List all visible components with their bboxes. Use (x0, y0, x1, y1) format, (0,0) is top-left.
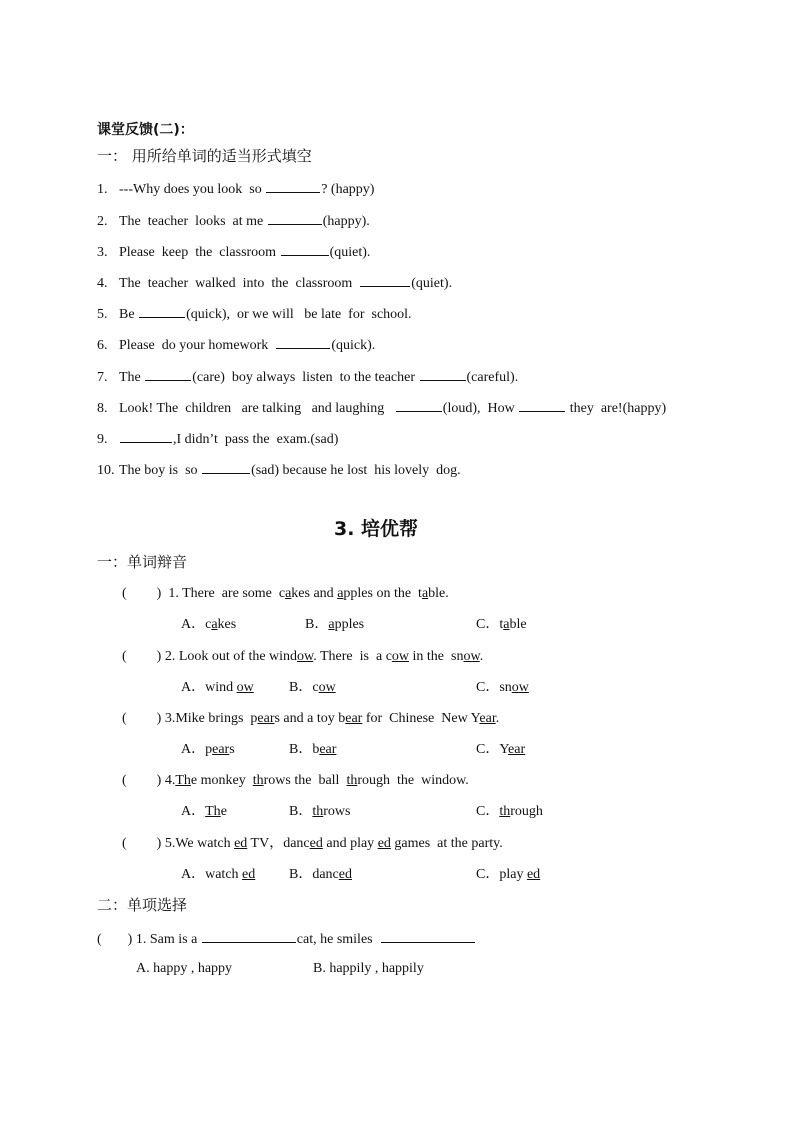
fill-in-item (97, 304, 412, 324)
question-text: kes and (291, 586, 338, 601)
option-text: B．c (289, 680, 319, 695)
underlined-letters: th (499, 804, 511, 819)
underlined-letters: ow (297, 649, 314, 664)
option-b[interactable] (289, 803, 350, 821)
underlined-letters: ow (511, 680, 529, 695)
option-text: C．play (476, 867, 527, 882)
underlined-letters: th (312, 804, 324, 819)
item-number: 4. (97, 276, 108, 291)
question-text: . (495, 711, 500, 726)
item-number: 5. (97, 307, 108, 322)
answer-blank[interactable] (120, 429, 172, 443)
question-text: e monkey (190, 773, 253, 788)
item-text: The teacher walked into the classroom (119, 276, 360, 291)
answer-paren-open: ( (122, 773, 127, 788)
item-number: 10. (97, 463, 115, 478)
item-text: Look! The children are talking and laughing (119, 401, 395, 416)
option-c[interactable] (476, 803, 543, 821)
option-c[interactable] (476, 679, 529, 697)
question-text: TV，danc (247, 836, 310, 851)
option-text: B．danc (289, 867, 339, 882)
item-text: (quick). (331, 338, 376, 353)
answer-paren-open: ( (122, 586, 127, 601)
option-text: B． (305, 617, 329, 632)
item-text: The teacher looks at me (119, 214, 267, 229)
item-number: 7. (97, 370, 108, 385)
answer-paren-open: ( (122, 836, 127, 851)
option-c[interactable] (476, 741, 525, 759)
option-text: B． (289, 804, 313, 819)
option-c[interactable] (476, 616, 527, 634)
underlined-letters: th (252, 773, 264, 788)
question-text: . (479, 649, 484, 664)
option-text: rows (323, 804, 351, 819)
option-text: ble (509, 617, 527, 632)
fill-in-item (97, 367, 518, 387)
item-text: (happy). (322, 214, 370, 229)
mc-option-b[interactable]: B. happily , happily (313, 961, 424, 976)
question-text: . There is a c (313, 649, 392, 664)
feedback-title: 课堂反馈(二)： (97, 122, 194, 138)
answer-blank[interactable] (519, 398, 565, 412)
item-text: (quiet). (411, 276, 453, 291)
item-text: Please keep the classroom (119, 245, 280, 260)
underlined-letters: ear (479, 711, 496, 726)
underlined-letters: ow (391, 649, 410, 664)
item-text: ? (happy) (321, 182, 375, 197)
question-text: rough the window. (357, 773, 469, 788)
underlined-letters: ear (257, 711, 275, 726)
fill-in-item (97, 398, 666, 418)
item-text: (quick), or we will be late for school. (186, 307, 412, 322)
question-text: ) 1. There are some c (156, 586, 286, 601)
fill-in-item (97, 429, 338, 449)
option-a[interactable] (181, 679, 254, 697)
fill-in-item (97, 179, 374, 199)
underlined-letters: ear (319, 742, 337, 757)
underlined-letters: a (337, 586, 344, 601)
option-text: C．t (476, 617, 504, 632)
item-text: Be (119, 307, 139, 322)
mc-stem-pre: 1. Sam is a (135, 932, 201, 947)
answer-paren-open: ( (122, 649, 127, 664)
underlined-letters: a (503, 617, 510, 632)
option-b[interactable] (305, 616, 364, 634)
question-text: ) 5.We watch (156, 836, 235, 851)
option-a[interactable] (181, 741, 235, 759)
item-number: 3. (97, 245, 108, 260)
mc-stem-mid: cat, he smiles (296, 932, 377, 947)
item-text: Please do your homework (119, 338, 276, 353)
underlined-letters: ear (508, 742, 526, 757)
option-text: C．sn (476, 680, 512, 695)
underlined-letters: ear (345, 711, 363, 726)
fill-in-item (97, 335, 375, 355)
phonics-question (122, 772, 469, 790)
option-text: A．watch (181, 867, 243, 882)
underlined-letters: a (211, 617, 218, 632)
fill-in-item (97, 211, 370, 231)
option-a[interactable] (181, 866, 255, 884)
phonics-question (122, 648, 483, 666)
option-text: A．wind (181, 680, 237, 695)
answer-blank[interactable] (281, 242, 329, 256)
underlined-letters: a (421, 586, 429, 601)
option-text: A．c (181, 617, 212, 632)
fill-in-item (97, 242, 370, 262)
item-text: (care) boy always listen to the teacher (192, 370, 419, 385)
option-c[interactable] (476, 866, 540, 884)
answer-blank[interactable] (202, 929, 296, 943)
mc-part-title: 二：单项选择 (97, 896, 188, 914)
question-text: and play (322, 836, 378, 851)
underlined-letters: ed (242, 867, 256, 882)
answer-paren-open: ( (122, 711, 127, 726)
question-text: ) 2. Look out of the wind (156, 649, 298, 664)
option-text: A．p (181, 742, 213, 757)
answer-blank[interactable] (139, 304, 185, 318)
feedback-part1-title: 一： 用所给单词的适当形式填空 (97, 147, 312, 165)
answer-blank[interactable] (360, 273, 410, 287)
option-b[interactable] (289, 866, 352, 884)
item-number: 6. (97, 338, 108, 353)
option-text: A． (181, 804, 206, 819)
answer-blank[interactable] (396, 398, 442, 412)
mc-option-a[interactable]: A. happy , happy (136, 961, 233, 976)
item-number: 1. (97, 182, 108, 197)
section-title: 3. 培优帮 (334, 518, 419, 540)
item-text: The boy is so (119, 463, 202, 478)
question-text: pples on the t (343, 586, 422, 601)
option-text: C．Y (476, 742, 509, 757)
underlined-letters: ed (309, 836, 323, 851)
question-text: ) 3.Mike brings p (156, 711, 258, 726)
option-a[interactable] (181, 803, 227, 821)
question-text: ble. (428, 586, 449, 601)
phonics-question (122, 835, 503, 853)
option-text: kes (217, 617, 237, 632)
underlined-letters: ear (212, 742, 230, 757)
item-text: (careful). (466, 370, 519, 385)
underlined-letters: Th (175, 773, 191, 788)
mc-question-1 (97, 929, 476, 949)
question-text: games at the party. (390, 836, 503, 851)
question-text: for Chinese New Y (362, 711, 480, 726)
fill-in-item (97, 460, 461, 480)
underlined-letters: ow (236, 680, 254, 695)
underlined-letters: Th (205, 804, 221, 819)
phonics-question (122, 710, 499, 728)
option-text: pples (334, 617, 365, 632)
item-text: The (119, 370, 145, 385)
underlined-letters: ow (463, 649, 480, 664)
underlined-letters: ed (234, 836, 248, 851)
item-text: (sad) because he lost his lovely dog. (251, 463, 461, 478)
question-text: rows the ball (263, 773, 347, 788)
item-number: 2. (97, 214, 108, 229)
item-text: they are!(happy) (566, 401, 667, 416)
answer-blank[interactable] (276, 335, 330, 349)
option-text: s (229, 742, 235, 757)
item-text: (quiet). (329, 245, 371, 260)
answer-blank[interactable] (268, 211, 322, 225)
item-number: 8. (97, 401, 108, 416)
answer-paren-close: ) (127, 932, 133, 947)
option-text: B．b (289, 742, 320, 757)
underlined-letters: a (285, 586, 292, 601)
answer-paren-open: ( (97, 932, 102, 947)
answer-blank[interactable] (381, 929, 475, 943)
option-a[interactable] (181, 616, 236, 634)
underlined-letters: a (328, 617, 335, 632)
option-text: e (220, 804, 227, 819)
answer-blank[interactable] (145, 367, 191, 381)
underlined-letters: ed (377, 836, 391, 851)
underlined-letters: ow (318, 680, 336, 695)
question-text: in the sn (409, 649, 464, 664)
question-text: ) 4. (156, 773, 176, 788)
underlined-letters: ed (526, 867, 541, 882)
question-text: s and a toy b (274, 711, 346, 726)
underlined-letters: th (346, 773, 358, 788)
underlined-letters: ed (338, 867, 352, 882)
option-b[interactable] (289, 741, 336, 759)
item-text: ---Why does you look so (119, 182, 266, 197)
answer-blank[interactable] (266, 179, 320, 193)
item-number: 9. (97, 432, 108, 447)
answer-blank[interactable] (202, 460, 250, 474)
phonics-part-title: 一：单词辩音 (97, 553, 188, 571)
answer-blank[interactable] (420, 367, 466, 381)
option-text: rough (510, 804, 543, 819)
option-b[interactable] (289, 679, 336, 697)
fill-in-item (97, 273, 452, 293)
item-text: ,I didn’t pass the exam.(sad) (173, 432, 339, 447)
phonics-question (122, 585, 449, 603)
item-text: (loud), How (442, 401, 519, 416)
option-text: C． (476, 804, 500, 819)
